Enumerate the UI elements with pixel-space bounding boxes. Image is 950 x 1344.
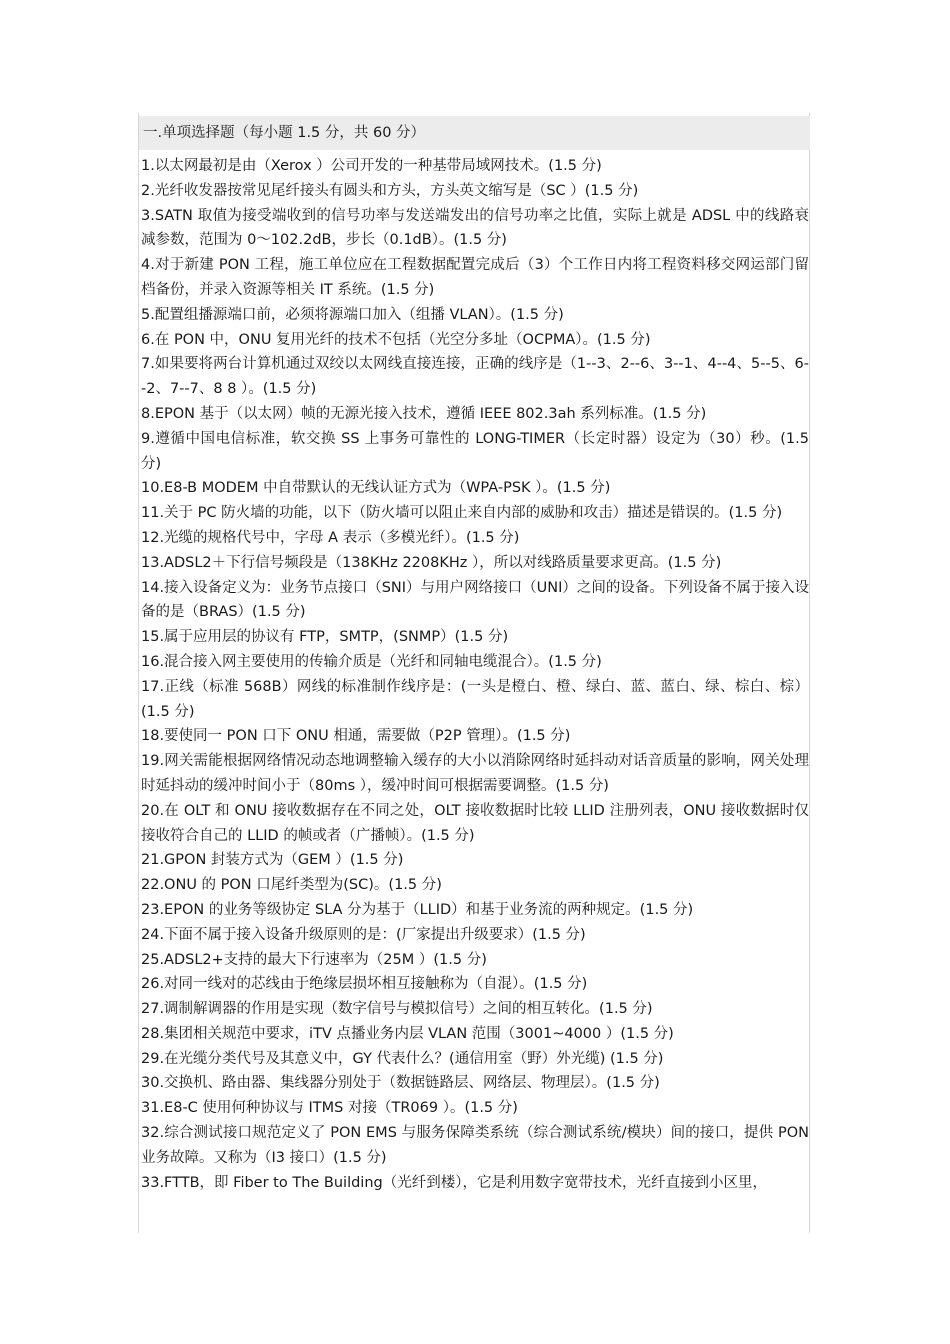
question-list (141, 154, 809, 1232)
question-item: 10.E8-B MODEM 中自带默认的无线认证方式为（WPA-PSK ）。(1.5 分) (141, 480, 611, 497)
question-item: 18.要使同一 PON 口下 ONU 相通，需要做（P2P 管理）。(1.5 分) (141, 728, 571, 745)
question-item: 13.ADSL2＋下行信号频段是（138KHz 2208KHz ），所以对线路质量要求更高。(1.5 分) (141, 554, 722, 571)
question-item: 5.配置组播源端口前，必须将源端口加入（组播 VLAN）。(1.5 分) (141, 306, 564, 323)
question-item: 2.光纤收发器按常见尾纤接头有圆头和方头，方头英文缩写是（SC ）(1.5 分) (141, 182, 639, 199)
question-item: 26.对同一线对的芯线由于绝缘层损坏相互接触称为（自混）。(1.5 分) (141, 976, 588, 993)
question-item: 27.调制解调器的作用是实现（数字信号与模拟信号）之间的相互转化。(1.5 分) (141, 1001, 653, 1018)
question-item: 6.在 PON 中，ONU 复用光纤的技术不包括（光空分多址（OCPMA）。(1.5 分) (141, 331, 651, 348)
question-item: 9.遵循中国电信标准，软交换 SS 上事务可靠性的 LONG-TIMER（长定时器）设定为（30）秒。(1.5 分) (141, 430, 809, 472)
question-item: 33.FTTB，即 Fiber to The Building（光纤到楼），它是利用数字宽带技术，光纤直接到小区里， (141, 1174, 767, 1191)
question-item: 3.SATN 取值为接受端收到的信号功率与发送端发出的信号功率之比值，实际上就是 ADSL 中的线路衰减参数，范围为 0～102.2dB，步长（0.1dB）。(1.5 分) (141, 207, 809, 249)
question-item: 23.EPON 的业务等级协定 SLA 分为基于（LLID）和基于业务流的两种规定。(1.5 分) (141, 901, 694, 918)
question-item: 17.正线（标准 568B）网线的标准制作线序是：(一头是橙白、橙、绿白、蓝、蓝白、绿、棕白、棕）(1.5 分) (141, 678, 809, 720)
question-item: 24.下面不属于接入设备升级原则的是：(厂家提出升级要求）(1.5 分) (141, 926, 586, 943)
question-item: 32.综合测试接口规范定义了 PON EMS 与服务保障类系统（综合测试系统/模块）间的接口，提供 PON 业务故障。又称为（I3 接口）(1.5 分) (141, 1125, 809, 1166)
question-item: 21.GPON 封装方式为（GEM ）(1.5 分) (141, 852, 404, 869)
question-item: 1.以太网最初是由（Xerox ）公司开发的一种基带局域网技术。(1.5 分) (141, 158, 602, 174)
question-item: 19.网关需能根据网络情况动态地调整输入缓存的大小以消除网络时延抖动对话音质量的影响，网关处理时延抖动的缓冲时间小于（80ms ），缓冲时间可根据需要调整。(1.5 分) (141, 753, 809, 794)
question-item: 15.属于应用层的协议有 FTP，SMTP，(SNMP）(1.5 分) (141, 629, 509, 646)
question-item: 16.混合接入网主要使用的传输介质是（光纤和同轴电缆混合）。(1.5 分) (141, 653, 602, 670)
question-item: 31.E8-C 使用何种协议与 ITMS 对接（TR069 ）。(1.5 分) (141, 1100, 518, 1117)
question-item: 8.EPON 基于（以太网）帧的无源光接入技术，遵循 IEEE 802.3ah 系列标准。(1.5 分) (141, 405, 707, 422)
question-item: 12.光缆的规格代号中，字母 A 表示（多模光纤）。(1.5 分) (141, 529, 520, 546)
question-item: 30.交换机、路由器、集线器分别处于（数据链路层、网络层、物理层）。(1.5 分) (141, 1075, 660, 1092)
question-item: 4.对于新建 PON 工程，施工单位应在工程数据配置完成后（3）个工作日内将工程资料移交网运部门留档备份，并录入资源等相关 IT 系统。(1.5 分) (141, 257, 809, 298)
question-item: 28.集团相关规范中要求，iTV 点播业务内层 VLAN 范围（3001~4000 ）(1.5 分) (141, 1025, 674, 1042)
question-item: 7.如果要将两台计算机通过双绞以太网线直接连接，正确的线序是（1--3、2--6、3--1、4--4、5--5、6--2、7--7、8 8 ）。(1.5 分) (141, 356, 809, 398)
question-item: 29.在光缆分类代号及其意义中，GY 代表什么？(通信用室（野）外光缆) (1.5 分) (141, 1050, 664, 1067)
question-item: 11.关于 PC 防火墙的功能，以下（防火墙可以阻止来自内部的威胁和攻击）描述是错误的。(1.5 分) (141, 505, 783, 522)
section-title: 一.单项选择题（每小题 1.5 分，共 60 分） (139, 116, 810, 150)
question-item: 25.ADSL2+支持的最大下行速率为（25M ）(1.5 分) (141, 951, 487, 968)
question-item: 20.在 OLT 和 ONU 接收数据存在不同之处，OLT 接收数据时比较 LLID 注册列表，ONU 接收数据时仅接收符合自己的 LLID 的帧或者（广播帧）。(1.5 分) (141, 802, 809, 844)
question-item: 22.ONU 的 PON 口尾纤类型为(SC)。(1.5 分) (141, 877, 442, 894)
question-item: 14.接入设备定义为：业务节点接口（SNI）与用户网络接口（UNI）之间的设备。下列设备不属于接入设备的是（BRAS）(1.5 分) (141, 579, 809, 621)
